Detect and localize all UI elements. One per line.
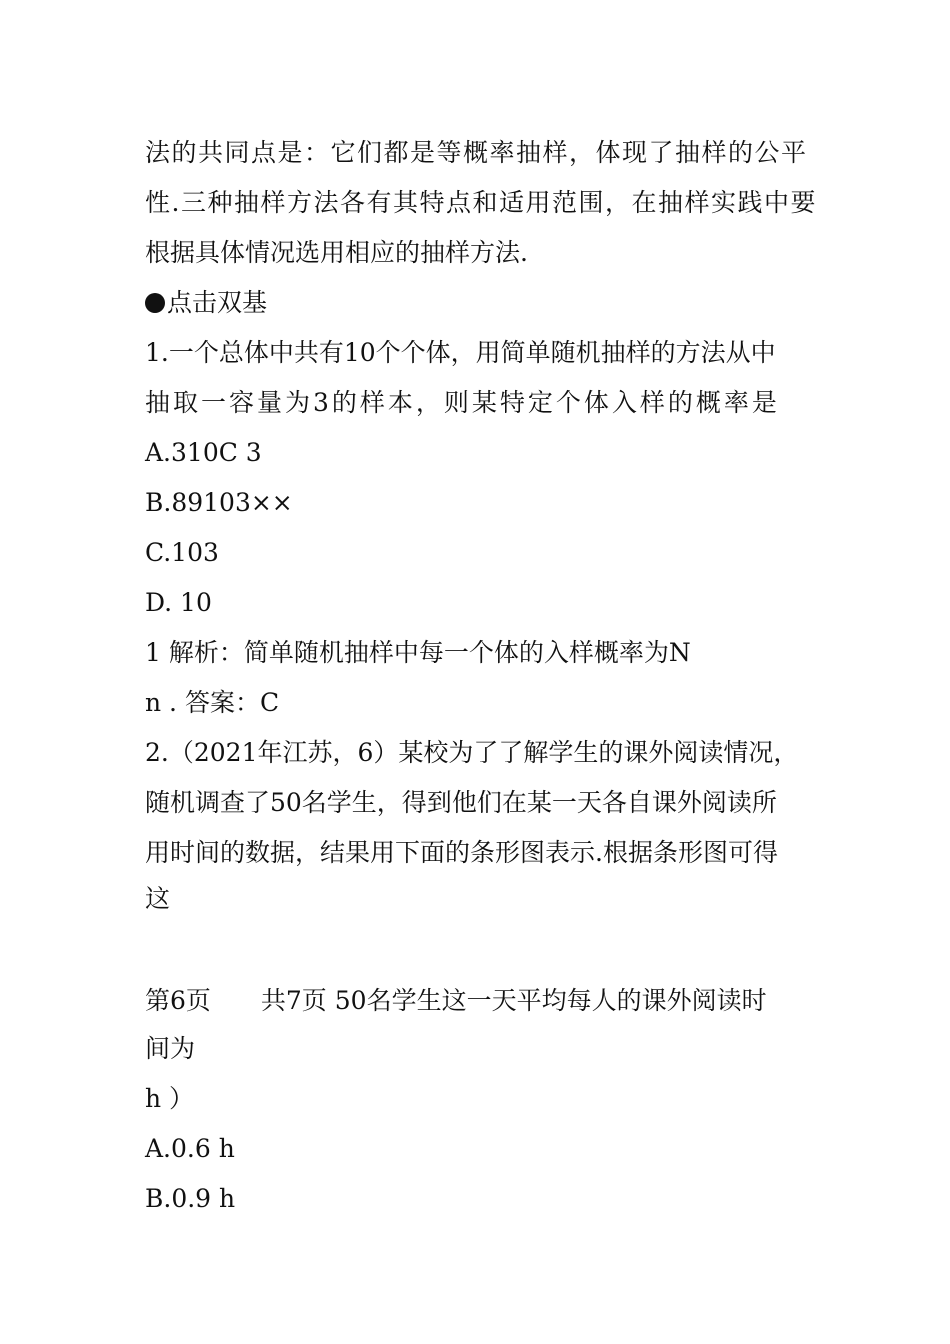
text-line: 抽取一容量为3的样本，则某特定个体入样的概率是: [145, 388, 780, 417]
text-line: 间为: [145, 1034, 196, 1063]
solution-text: 1 解析：简单随机抽样中每一个体的入样概率为N: [145, 638, 691, 667]
option-d: D. 10: [145, 588, 212, 617]
option-b: B.0.9 h: [145, 1184, 236, 1213]
section-heading: 点击双基: [145, 288, 267, 318]
text-line: 随机调查了50名学生，得到他们在某一天各自课外阅读所: [145, 788, 777, 817]
text-line: 根据具体情况选用相应的抽样方法.: [145, 238, 528, 267]
text-line: 法的共同点是：它们都是等概率抽样，体现了抽样的公平: [145, 138, 808, 167]
question-2: 2.（2021年江苏，6）某校为了了解学生的课外阅读情况，: [145, 738, 799, 767]
text-line: 用时间的数据，结果用下面的条形图表示.根据条形图可得: [145, 838, 778, 867]
text-line: h ）: [145, 1084, 195, 1113]
page-footer-line: 第6页 共7页 50名学生这一天平均每人的课外阅读时: [145, 986, 767, 1015]
bullet-icon: [145, 293, 165, 313]
text-line: 性.三种抽样方法各有其特点和适用范围，在抽样实践中要: [145, 188, 817, 217]
text-line: 这: [145, 884, 171, 913]
option-a: A.0.6 h: [145, 1134, 235, 1163]
option-c: C.103: [145, 538, 219, 567]
option-a: A.310C 3: [145, 438, 262, 467]
option-b: B.89103××: [145, 488, 293, 517]
answer-text: n . 答案：C: [145, 688, 280, 717]
question-1: 1.一个总体中共有10个个体，用简单随机抽样的方法从中: [145, 338, 776, 367]
